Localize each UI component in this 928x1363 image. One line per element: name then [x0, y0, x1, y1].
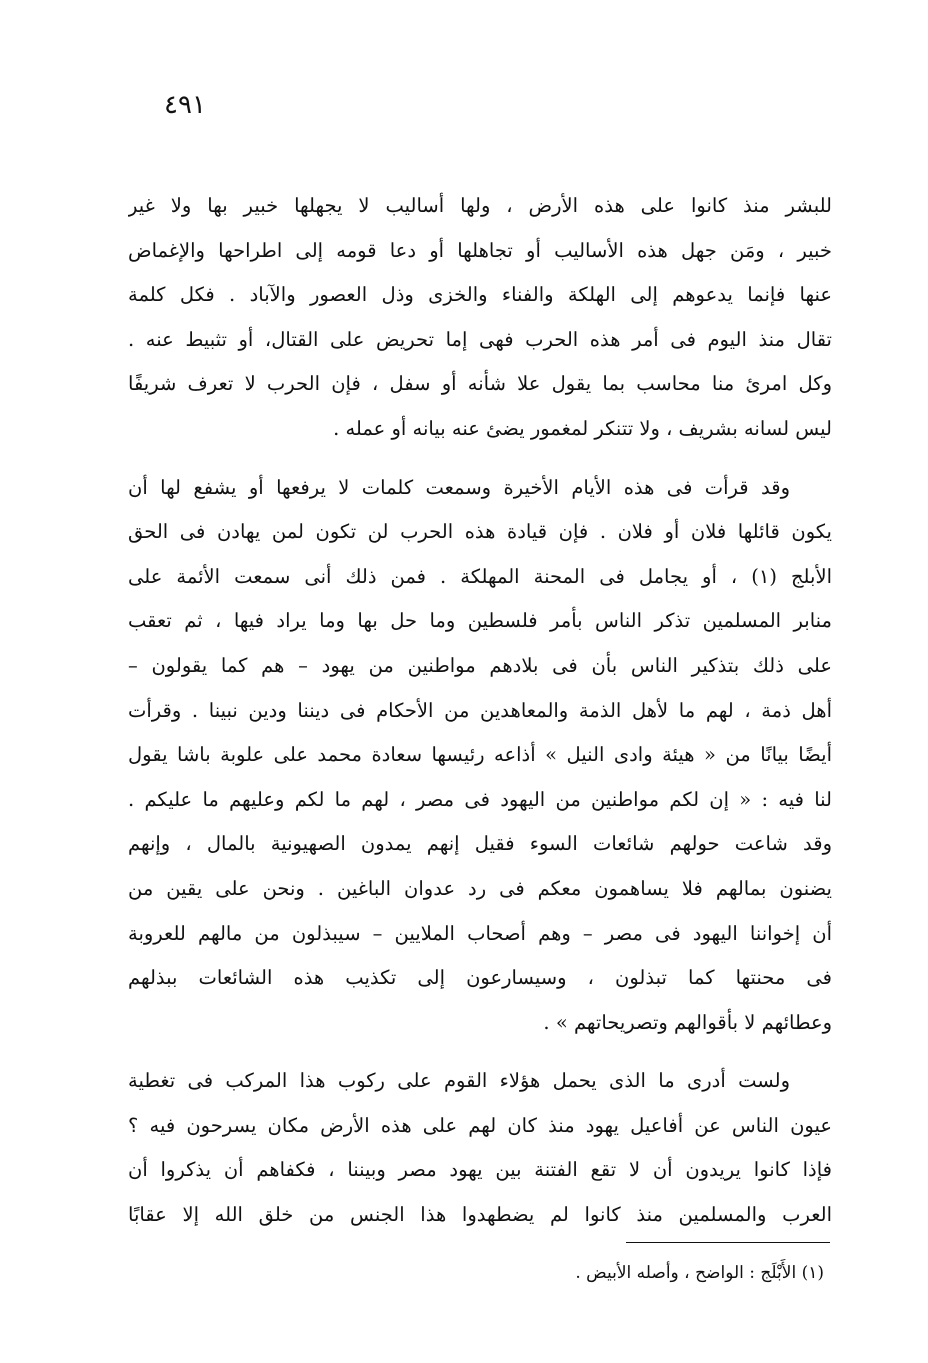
text-line: وعطائهم لا بأقوالهم وتصريحاتهم » .: [543, 1010, 832, 1034]
text-line: ليس لسانه بشريف ، ولا تتنكر لمغمور يضئ عنه بيانه أو عمله .: [333, 416, 832, 440]
text-line: أيضًا بيانًا من « هيئة وادى النيل » أذاعه رئيسها سعادة محمد على علوبة باشا يقول: [128, 743, 832, 767]
body-text: [128, 184, 832, 1238]
text-line: وقد شاعت حولهم شائعات السوء فقيل إنهم يمدون الصهيونية بالمال ، وإنهم: [128, 832, 832, 856]
text-line: للبشر منذ كانوا على هذه الأرض ، ولها أساليب لا يجهلها خبير بها ولا غير: [128, 194, 832, 217]
page-number: ٤٩١: [164, 90, 206, 120]
text-line: وكل امرئ منا محاسب بما يقول علا شأنه أو سفل ، فإن الحرب لا تعرف شريفًا: [128, 372, 832, 396]
paragraph-gap: [128, 452, 832, 466]
text-line: عنها فإنما يدعوهم إلى الهلكة والفناء والخزى وذل العصور والآباد . فكل كلمة: [128, 283, 832, 307]
footnote-divider: [626, 1242, 830, 1243]
text-line: على ذلك بتذكير الناس بأن فى بلادهم مواطنين من يهود – هم كما يقولون –: [128, 653, 832, 677]
text-line: فى محنتها كما تبذلون ، وسيسارعون إلى تكذيب هذه الشائعات ببذلهم: [128, 966, 832, 990]
text-line: لنا فيه : « إن لكم مواطنين من اليهود فى مصر ، لهم ما لكم وعليهم ما عليكم .: [128, 787, 832, 811]
text-line: أن إخواننا اليهود فى مصر – وهم أصحاب الملايين – سيبذلون من مالهم للعروبة: [128, 921, 832, 945]
text-line: يضنون بمالهم فلا يساهمون معكم فى رد عدوان الباغين . ونحن على يقين من: [128, 876, 832, 900]
text-line: ولست أدرى ما الذى يحمل هؤلاء القوم على ركوب هذا المركب فى تغطية: [128, 1069, 790, 1093]
text-line: يكون قائلها فلان أو فلان . فإن قيادة هذه الحرب لن تكون لمن يهادن فى الحق: [128, 520, 832, 544]
paragraph-gap: [128, 1045, 832, 1059]
text-line: منابر المسلمين تذكر الناس بأمر فلسطين وما حل بها وما يراد فيها ، ثم تعقب: [128, 609, 832, 633]
text-line: الأبلج (١) ، أو يجامل فى المحنة المهلكة . فمن ذلك أنى سمعت الأئمة على: [128, 564, 832, 588]
text-line: تقال منذ اليوم فى أمر هذه الحرب فهى إما تحريض على القتال، أو تثبيط عنه .: [128, 327, 832, 351]
text-line: خبير ، ومَن جهل هذه الأساليب أو تجاهلها أو دعا قومه إلى اطراحها والإغماض: [128, 238, 832, 262]
text-line: عيون الناس عن أفاعيل يهود منذ كان لهم على هذه الأرض مكان يسرحون فيه ؟: [128, 1113, 832, 1137]
text-line: العرب والمسلمين منذ كانوا لم يضطهدوا هذا الجنس من خلق الله إلا عقابًا: [128, 1203, 832, 1227]
footnote: (١) الأَبْلَج : الواضح ، وأصله الأبيض .: [575, 1263, 824, 1283]
text-line: وقد قرأت فى هذه الأيام الأخيرة وسمعت كلمات لا يرفعها أو يشفع لها أن: [128, 475, 790, 499]
text-line: فإذا كانوا يريدون أن لا تقع الفتنة بين يهود مصر وبيننا ، فكفاهم أن يذكروا أن: [128, 1158, 832, 1182]
text-line: أهل ذمة ، لهم ما لأهل الذمة والمعاهدين من الأحكام فى ديننا ودين نبينا . وقرأت: [128, 698, 832, 722]
